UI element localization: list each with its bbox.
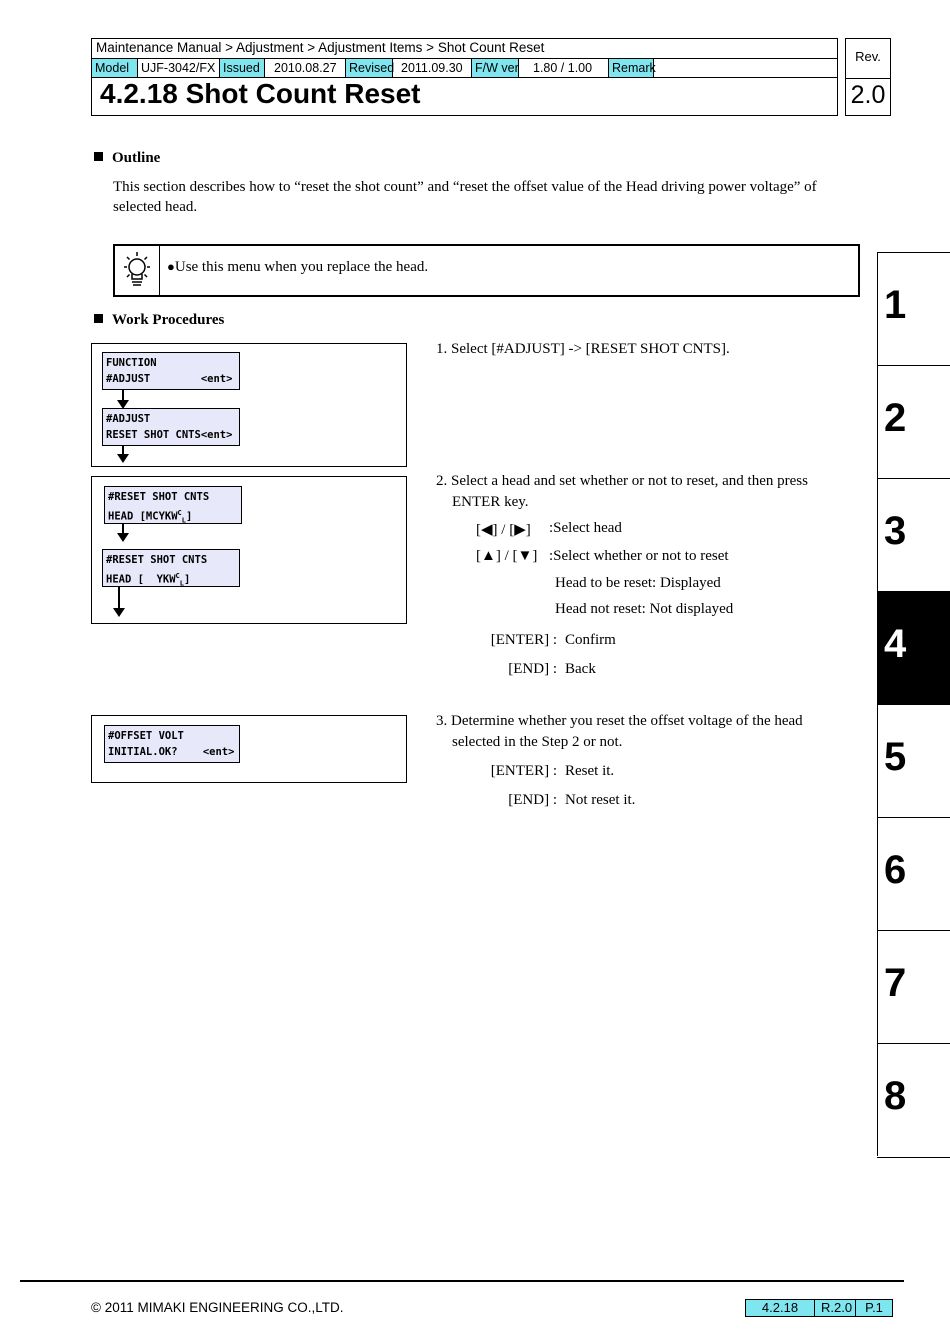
end-key: [END] : [508,792,557,808]
fw-label: F/W ver [472,59,519,77]
end-key: [END] : [508,661,557,677]
head-reset-displayed: Head to be reset: Displayed [555,575,721,591]
breadcrumb: Maintenance Manual > Adjustment > Adjustment Items > Shot Count Reset [96,40,545,55]
chapter-tab-7[interactable]: 7 [877,930,950,1043]
page-info-box [745,1299,893,1317]
enter-desc: Reset it. [565,763,615,779]
chapter-tabs [877,252,950,1158]
enter-desc: Confirm [565,632,616,648]
outline-heading: Outline [94,150,160,167]
lcd-display: #RESET SHOT CNTS HEAD [ $YKW^C_L$] [102,549,240,587]
document-header [91,38,838,116]
rev-value: 2.0 [850,81,886,109]
key-up-down: [▲] / [▼] [476,548,538,564]
remark-label: Remark [609,59,654,77]
key-left-right-desc: :Select head [549,520,622,536]
model-value: UJF-3042/FX [138,59,220,77]
step-3: 3. Determine whether you reset the offset voltage of the head selected in the Step 2 or not. [436,713,803,750]
end-desc: Back [565,661,596,677]
chapter-tab-5[interactable]: 5 [877,704,950,817]
page-number: P.1 [865,1300,883,1315]
arrow-down-icon [117,454,129,463]
section-number: 4.2.18 [746,1300,815,1316]
key-left-right: [◀] / [▶] [476,522,531,538]
lcd-display: #RESET SHOT CNTS HEAD $[MCYKW^C_L]$ [104,486,242,524]
lcd-panel-step3 [91,715,407,783]
lightbulb-icon [115,246,159,295]
copyright: © 2011 MIMAKI ENGINEERING CO.,LTD. [91,1300,344,1315]
outline-text: This section describes how to “reset the shot count” and “reset the offset value of the Head driving power voltage” of selected head. [113,179,817,215]
key-up-down-desc: :Select whether or not to reset [549,548,729,564]
enter-key: [ENTER] : [490,632,557,648]
chapter-tab-8[interactable]: 8 [877,1043,950,1156]
chapter-tab-2[interactable]: 2 [877,365,950,478]
chapter-tab-1[interactable]: 1 [877,252,950,365]
lcd-display: FUNCTION #ADJUST <ent> [102,352,240,390]
issued-label: Issued [220,59,265,77]
step-2: 2. Select a head and set whether or not to reset, and then press ENTER key. [436,473,808,510]
chapter-tab-4[interactable]: 4 [877,591,950,704]
issued-value: 2010.08.27 [265,59,346,77]
revised-label: Revised [346,59,393,77]
page-title: 4.2.18 Shot Count Reset [100,78,421,109]
arrow-down-icon [113,608,125,617]
work-procedures-heading: Work Procedures [94,312,224,329]
chapter-tab-3[interactable]: 3 [877,478,950,591]
revision-number: R.2.0 [815,1300,856,1316]
step-1: 1. Select [#ADJUST] -> [RESET SHOT CNTS]. [436,341,730,357]
lcd-panel-step2 [91,476,407,624]
head-not-reset: Head not reset: Not displayed [555,601,734,617]
lcd-display: #OFFSET VOLT INITIAL.OK? <ent> [104,725,240,763]
footer-rule [20,1280,904,1282]
fw-value: 1.80 / 1.00 [519,59,609,77]
note-text: ●Use this menu when you replace the head. [167,259,429,275]
enter-key: [ENTER] : [490,763,557,779]
note-box [113,244,860,297]
model-label: Model [92,59,138,77]
revised-value: 2011.09.30 [393,59,472,77]
arrow-down-icon [117,533,129,542]
revision-box [845,38,891,116]
lcd-display: #ADJUST RESET SHOT CNTS<ent> [102,408,240,446]
lcd-panel-step1 [91,343,407,467]
rev-label: Rev. [855,49,881,64]
chapter-tab-6[interactable]: 6 [877,817,950,930]
end-desc: Not reset it. [565,792,636,808]
